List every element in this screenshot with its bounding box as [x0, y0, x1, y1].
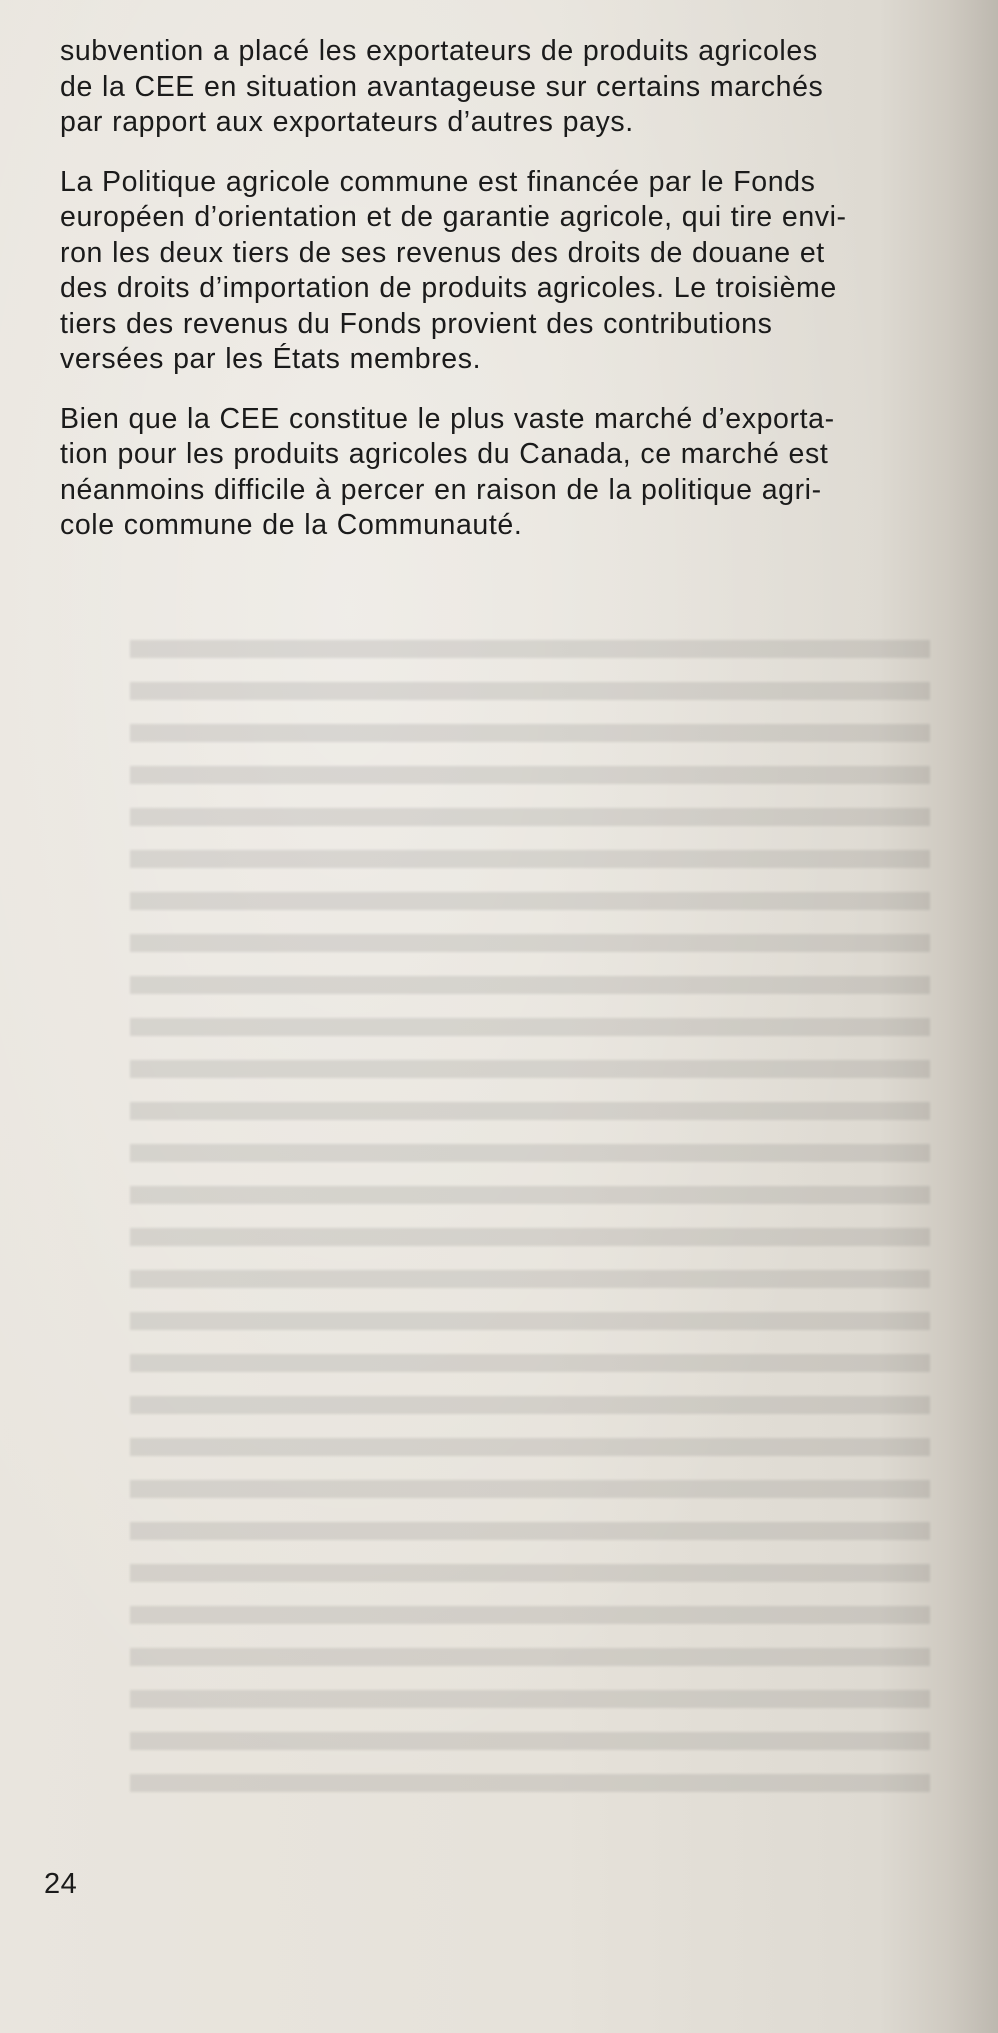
show-through-texture — [130, 640, 930, 1800]
paragraph-subsidy: subvention a placé les exportateurs de produits agricoles de la CEE en situation avantageuse sur certains marchés par rapport aux exportateurs d’autres pays. — [60, 35, 824, 138]
body-text — [60, 34, 912, 568]
paragraph-export-market: Bien que la CEE constitue le plus vaste marché d’exporta- tion pour les produits agricoles du Canada, ce marché est néanmoins difficile à percer en raison de la politique agri- cole commune de la Communauté. — [60, 402, 835, 541]
paragraph-financing: La Politique agricole commune est financée par le Fonds européen d’orientation et de garantie agricole, qui tire envi- ron les deux tiers de ses revenus des droits de douane et des droits d’importation de produits agricoles. Le troisième tiers des revenus du Fonds provient des contributions versées par les États membres. — [60, 165, 847, 375]
page-number: 24 — [44, 1868, 78, 1900]
